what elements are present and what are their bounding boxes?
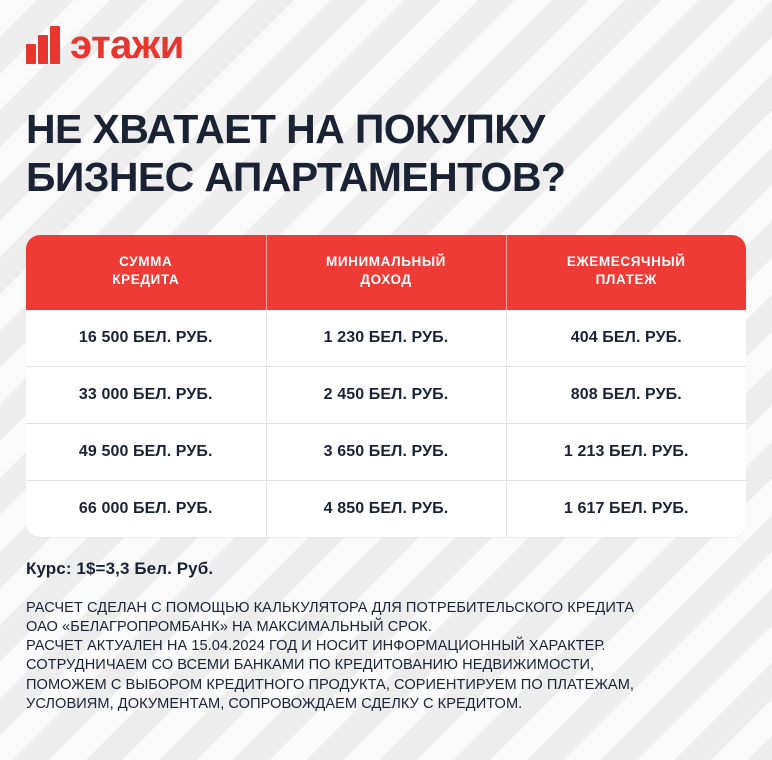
- disclaimer-line-3: РАСЧЕТ АКТУАЛЕН НА 15.04.2024 ГОД И НОСИТ ИНФОРМАЦИОННЫЙ ХАРАКТЕР.: [26, 638, 606, 655]
- exchange-rate-note: Курс: 1$=3,3 Бел. Руб.: [26, 558, 214, 578]
- table-row: [26, 423, 746, 480]
- disclaimer: [26, 599, 746, 715]
- column-header-min-income-bottom: ДОХОД: [360, 272, 412, 288]
- column-header-monthly-payment-top: ЕЖЕМЕСЯЧНЫЙ: [566, 254, 686, 270]
- cell-min-income: 4 850 БЕЛ. РУБ.: [266, 480, 506, 537]
- cell-monthly-payment: 808 БЕЛ. РУБ.: [506, 366, 746, 423]
- table-row: [26, 480, 746, 537]
- page-title: [26, 106, 726, 201]
- cell-loan-amount: 33 000 БЕЛ. РУБ.: [26, 366, 266, 423]
- brand-name: этажи: [70, 23, 184, 67]
- cell-min-income: 1 230 БЕЛ. РУБ.: [266, 310, 506, 367]
- headline-line-2: БИЗНЕС АПАРТАМЕНТОВ?: [26, 153, 566, 200]
- cell-monthly-payment: 1 213 БЕЛ. РУБ.: [506, 423, 746, 480]
- bars-logo-icon: [26, 26, 60, 64]
- table-header-row: [26, 235, 746, 309]
- column-header-min-income-top: МИНИМАЛЬНЫЙ: [325, 254, 446, 270]
- credit-table: [26, 235, 746, 536]
- brand-logo: [26, 0, 746, 76]
- credit-table-container: [26, 235, 746, 536]
- column-header-loan-amount: [26, 235, 266, 309]
- disclaimer-line-6: УСЛОВИЯМ, ДОКУМЕНТАМ, СОПРОВОЖДАЕМ СДЕЛКУ С КРЕДИТОМ.: [26, 695, 523, 712]
- column-header-monthly-payment-bottom: ПЛАТЕЖ: [595, 272, 657, 288]
- table-row: [26, 366, 746, 423]
- disclaimer-line-2: ОАО «БЕЛАГРОПРОМБАНК» НА МАКСИМАЛЬНЫЙ СРОК.: [26, 618, 432, 635]
- cell-monthly-payment: 404 БЕЛ. РУБ.: [506, 310, 746, 367]
- disclaimer-line-4: СОТРУДНИЧАЕМ СО ВСЕМИ БАНКАМИ ПО КРЕДИТОВАНИЮ НЕДВИЖИМОСТИ,: [26, 657, 595, 674]
- table-body: [26, 310, 746, 537]
- table-header: [26, 235, 746, 309]
- table-row: [26, 310, 746, 367]
- cell-min-income: 2 450 БЕЛ. РУБ.: [266, 366, 506, 423]
- column-header-loan-amount-bottom: КРЕДИТА: [112, 272, 180, 288]
- cell-loan-amount: 49 500 БЕЛ. РУБ.: [26, 423, 266, 480]
- headline-line-1: НЕ ХВАТАЕТ НА ПОКУПКУ: [26, 106, 545, 152]
- disclaimer-line-1: РАСЧЕТ СДЕЛАН С ПОМОЩЬЮ КАЛЬКУЛЯТОРА ДЛЯ ПОТРЕБИТЕЛЬСКОГО КРЕДИТА: [26, 599, 635, 616]
- column-header-min-income: [266, 235, 506, 309]
- column-header-loan-amount-top: СУММА: [119, 254, 173, 270]
- disclaimer-line-5: ПОМОЖЕМ С ВЫБОРОМ КРЕДИТНОГО ПРОДУКТА, СОРИЕНТИРУЕМ ПО ПЛАТЕЖАМ,: [26, 676, 635, 693]
- cell-loan-amount: 66 000 БЕЛ. РУБ.: [26, 480, 266, 537]
- cell-loan-amount: 16 500 БЕЛ. РУБ.: [26, 310, 266, 367]
- cell-min-income: 3 650 БЕЛ. РУБ.: [266, 423, 506, 480]
- column-header-monthly-payment: [506, 235, 746, 309]
- cell-monthly-payment: 1 617 БЕЛ. РУБ.: [506, 480, 746, 537]
